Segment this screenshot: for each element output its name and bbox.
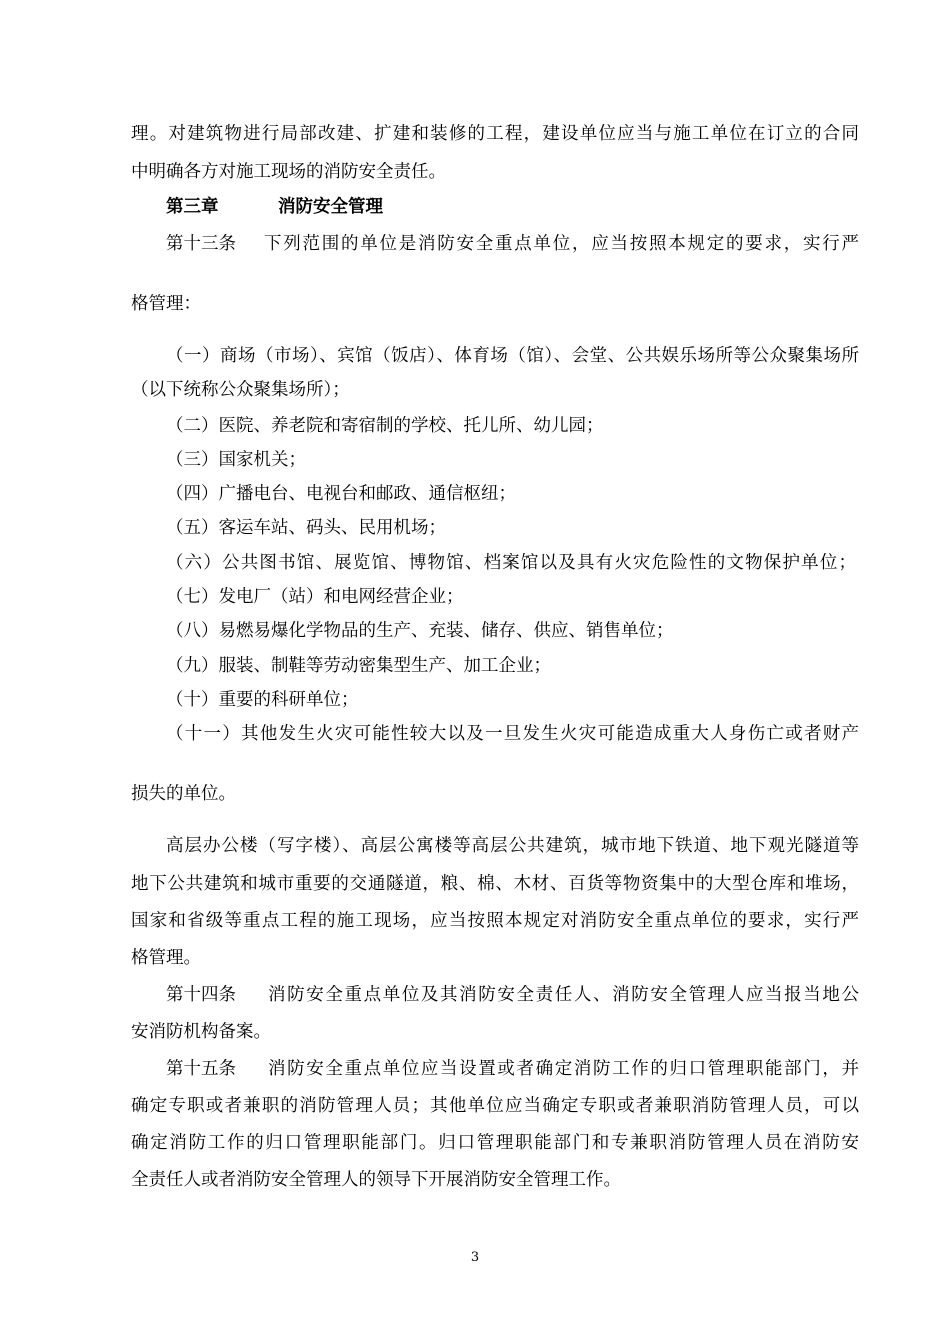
paragraph-line: 消防安全重点单位及其消防安全责任人、消防安全管理人应当报当地公 <box>268 985 859 1005</box>
list-item: （一）商场（市场）、宾馆（饭店）、体育场（馆）、会堂、公共娱乐场所等公众聚集场所 <box>166 346 859 366</box>
article-label: 第十四条 <box>166 985 236 1005</box>
paragraph-line: 国家和省级等重点工程的施工现场，应当按照本规定对消防安全重点单位的要求，实行严 <box>131 911 859 931</box>
list-item: 损失的单位。 <box>131 784 236 804</box>
list-item: （八）易燃易爆化学物品的生产、充装、储存、供应、销售单位； <box>166 621 674 641</box>
chapter-title: 消防安全管理 <box>278 197 383 217</box>
paragraph-line: 下列范围的单位是消防安全重点单位，应当按照本规定的要求，实行严 <box>264 234 859 254</box>
paragraph-line: 高层办公楼（写字楼）、高层公寓楼等高层公共建筑，城市地下铁道、地下观光隧道等 <box>166 836 859 856</box>
page-number: 3 <box>470 1250 480 1265</box>
paragraph-line: 中明确各方对施工现场的消防安全责任。 <box>131 162 446 182</box>
list-item: （九）服装、制鞋等劳动密集型生产、加工企业； <box>166 656 551 676</box>
paragraph-line: 消防安全重点单位应当设置或者确定消防工作的归口管理职能部门，并 <box>268 1059 859 1079</box>
list-item: （十）重要的科研单位； <box>166 690 359 710</box>
list-item: （五）客运车站、码头、民用机场； <box>166 518 446 538</box>
list-item: （以下统称公众聚集场所）； <box>131 380 350 400</box>
paragraph-line: 理。对建筑物进行局部改建、扩建和装修的工程，建设单位应当与施工单位在订立的合同 <box>131 124 859 144</box>
list-item: （十一）其他发生火灾可能性较大以及一旦发生火灾可能造成重大人身伤亡或者财产 <box>166 724 859 744</box>
paragraph-line: 安消防机构备案。 <box>131 1022 271 1042</box>
list-item: （四）广播电台、电视台和邮政、通信枢纽； <box>166 484 516 504</box>
article-label: 第十五条 <box>166 1059 236 1079</box>
paragraph-line: 地下公共建筑和城市重要的交通隧道，粮、棉、木材、百货等物资集中的大型仓库和堆场， <box>131 874 859 894</box>
article-label: 第十三条 <box>166 234 236 254</box>
paragraph-line: 全责任人或者消防安全管理人的领导下开展消防安全管理工作。 <box>131 1170 621 1190</box>
list-item: （六）公共图书馆、展览馆、博物馆、档案馆以及具有火灾危险性的文物保护单位； <box>166 553 856 573</box>
list-item: （三）国家机关； <box>166 450 306 470</box>
chapter-number: 第三章 <box>166 197 219 217</box>
paragraph-line: 格管理： <box>131 294 201 314</box>
paragraph-line: 确定消防工作的归口管理职能部门。归口管理职能部门和专兼职消防管理人员在消防安 <box>131 1133 859 1153</box>
paragraph-line: 格管理。 <box>131 948 201 968</box>
paragraph-line: 确定专职或者兼职的消防管理人员；其他单位应当确定专职或者兼职消防管理人员，可以 <box>131 1096 859 1116</box>
list-item: （七）发电厂（站）和电网经营企业； <box>166 587 464 607</box>
list-item: （二）医院、养老院和寄宿制的学校、托儿所、幼儿园； <box>166 416 604 436</box>
